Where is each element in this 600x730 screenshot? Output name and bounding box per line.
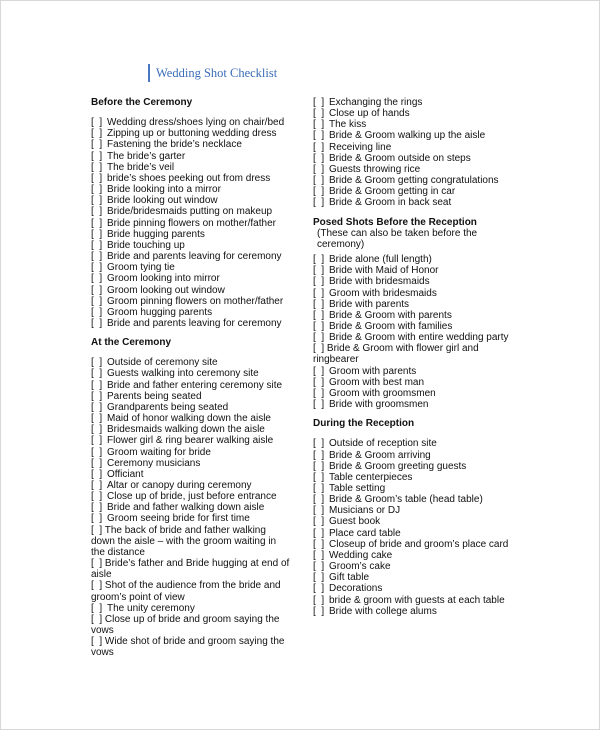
list-before-ceremony (91, 117, 291, 329)
checkbox[interactable]: [ ] (91, 480, 105, 491)
checklist-item-label: Bride & Groom in back seat (329, 197, 452, 209)
checkbox[interactable]: [ ] (91, 636, 105, 648)
checklist-item-label: Guests throwing rice (329, 163, 421, 175)
checkbox[interactable]: [ ] (91, 239, 105, 251)
document-title: Wedding Shot Checklist (156, 66, 278, 80)
checkbox[interactable]: [ ] (91, 558, 105, 570)
checkbox[interactable]: [ ] (313, 163, 327, 175)
checklist-item[interactable] (313, 310, 513, 321)
checklist-item[interactable] (313, 299, 513, 310)
section-heading-before-ceremony: Before the Ceremony (91, 97, 193, 108)
checklist-item-label: Bride & Groom with entire wedding party (329, 332, 509, 344)
checkbox[interactable]: [ ] (313, 449, 327, 461)
checkbox[interactable]: [ ] (313, 561, 327, 573)
checklist-item-label: Maid of honor walking down the aisle (107, 413, 271, 425)
checkbox[interactable]: [ ] (91, 128, 105, 140)
checklist-item-label: Bride looking into a mirror (107, 184, 221, 196)
checkbox[interactable]: [ ] (91, 424, 105, 436)
checklist-item[interactable] (313, 606, 513, 617)
checkbox[interactable]: [ ] (313, 265, 327, 277)
checklist-item-label: Wedding dress/shoes lying on chair/bed (107, 117, 285, 129)
checkbox[interactable]: [ ] (91, 524, 105, 536)
checklist-item-label: Bride & Groom outside on steps (329, 152, 471, 164)
checkbox[interactable]: [ ] (313, 494, 327, 506)
checkbox[interactable]: [ ] (91, 273, 105, 285)
checklist-item[interactable] (313, 265, 513, 276)
checklist-item-label: Bride and parents leaving for ceremony (107, 317, 282, 329)
checklist-item-label: Outside of ceremony site (107, 357, 218, 369)
checklist-item[interactable] (313, 142, 513, 153)
checklist-item-label: Guest book (329, 516, 381, 528)
checklist-item[interactable] (313, 550, 513, 561)
checkbox[interactable]: [ ] (91, 457, 105, 469)
checklist-item[interactable] (91, 391, 291, 402)
checklist-item-label: Receiving line (329, 141, 392, 153)
checklist-item-label: The kiss (329, 119, 367, 131)
checkbox[interactable]: [ ] (91, 357, 105, 369)
checkbox[interactable]: [ ] (313, 332, 327, 344)
checkbox[interactable]: [ ] (91, 368, 105, 380)
checklist-item[interactable] (91, 603, 291, 614)
checklist-item-label: Table centerpieces (329, 471, 413, 483)
checklist-item-label: Bride with Maid of Honor (329, 265, 439, 277)
checklist-item-label: Bride and father entering ceremony site (107, 379, 283, 391)
checklist-item[interactable] (313, 483, 513, 494)
checklist-item-label: bride’s shoes peeking out from dress (107, 172, 271, 184)
checklist-item-label: Bride & Groom arriving (329, 449, 431, 461)
checklist-item-label: Groom seeing bride for first time (107, 513, 250, 525)
checklist-item-label: Groom with best man (329, 376, 425, 388)
checklist-item-label: Bride with parents (329, 298, 410, 310)
checklist-item[interactable] (313, 254, 513, 265)
checkbox[interactable]: [ ] (313, 254, 327, 266)
checklist-item-label: Bride & Groom with parents (329, 309, 452, 321)
checkbox[interactable]: [ ] (91, 613, 105, 625)
checklist-item[interactable] (91, 491, 291, 502)
checklist-item[interactable] (91, 240, 291, 251)
checkbox[interactable]: [ ] (91, 195, 105, 207)
checklist-item[interactable] (313, 97, 513, 108)
checkbox[interactable]: [ ] (313, 527, 327, 539)
checklist-item-label: The bride’s veil (107, 161, 175, 173)
checklist-item[interactable] (91, 262, 291, 273)
checkbox[interactable]: [ ] (91, 228, 105, 240)
checklist-item[interactable] (91, 307, 291, 318)
checklist-item-label: Shot of the audience from the bride and groom’s point of view (91, 580, 281, 603)
checklist-item[interactable] (91, 380, 291, 391)
checkbox[interactable]: [ ] (91, 251, 105, 263)
checkbox[interactable]: [ ] (91, 139, 105, 151)
checklist-item-label: Bride hugging parents (107, 228, 205, 240)
checklist-item-label: Groom looking out window (107, 284, 225, 296)
checkbox[interactable]: [ ] (313, 130, 327, 142)
checkbox[interactable]: [ ] (91, 401, 105, 413)
checklist-item[interactable] (91, 558, 291, 580)
checkbox[interactable]: [ ] (313, 97, 327, 108)
checklist-item[interactable] (91, 413, 291, 424)
checklist-item-label: Bride & Groom greeting guests (329, 460, 467, 472)
checklist-item[interactable] (313, 528, 513, 539)
checklist-item[interactable] (313, 388, 513, 399)
checklist-item[interactable] (91, 447, 291, 458)
checkbox[interactable]: [ ] (313, 376, 327, 388)
checkbox[interactable]: [ ] (313, 175, 327, 187)
checkbox[interactable]: [ ] (313, 298, 327, 310)
checkbox[interactable]: [ ] (313, 605, 327, 617)
checklist-item-label: Bride & Groom walking up the aisle (329, 130, 486, 142)
checkbox[interactable]: [ ] (91, 379, 105, 391)
checkbox[interactable]: [ ] (313, 538, 327, 550)
checklist-item[interactable] (313, 505, 513, 516)
checklist-item-label: Bride and father walking down aisle (107, 502, 265, 514)
checklist-item[interactable] (313, 175, 513, 186)
checklist-item-label: Bride looking out window (107, 195, 218, 207)
checkbox[interactable]: [ ] (91, 435, 105, 447)
checkbox[interactable]: [ ] (91, 295, 105, 307)
checkbox[interactable]: [ ] (313, 287, 327, 299)
checklist-item[interactable] (313, 276, 513, 287)
checklist-item[interactable] (91, 206, 291, 217)
checklist-item-label: The unity ceremony (107, 602, 195, 614)
checklist-item[interactable] (91, 195, 291, 206)
checklist-item[interactable] (313, 366, 513, 377)
checkbox[interactable]: [ ] (91, 446, 105, 458)
checklist-item-label: Parents being seated (107, 390, 202, 402)
checkbox[interactable]: [ ] (313, 572, 327, 584)
checkbox[interactable]: [ ] (91, 468, 105, 480)
checklist-item[interactable] (91, 117, 291, 128)
checklist-item[interactable] (313, 494, 513, 505)
checklist-item[interactable] (91, 513, 291, 524)
checklist-item[interactable] (91, 458, 291, 469)
checkbox[interactable]: [ ] (313, 399, 327, 411)
checkbox[interactable]: [ ] (91, 262, 105, 274)
checkbox[interactable]: [ ] (91, 217, 105, 229)
checklist-item-label: Exchanging the rings (329, 97, 423, 108)
checklist-item[interactable] (91, 480, 291, 491)
checkbox[interactable]: [ ] (91, 117, 105, 129)
checkbox[interactable]: [ ] (313, 594, 327, 606)
checklist-item[interactable] (313, 164, 513, 175)
checklist-item[interactable] (313, 399, 513, 410)
checklist-item-label: Groom tying tie (107, 262, 175, 274)
checkbox[interactable]: [ ] (313, 549, 327, 561)
checkbox[interactable]: [ ] (313, 516, 327, 528)
checklist-item[interactable] (91, 580, 291, 602)
checkbox[interactable]: [ ] (313, 320, 327, 332)
checklist-item-label: Close up of bride and groom saying the vows (91, 613, 280, 637)
checklist-item-label: Fastening the bride’s necklace (107, 139, 242, 151)
checklist-item[interactable] (313, 461, 513, 472)
checklist-item[interactable] (313, 288, 513, 299)
checklist-item-label: Close up of hands (329, 108, 410, 120)
checklist-item-label: Officiant (107, 468, 144, 480)
checkbox[interactable]: [ ] (313, 309, 327, 321)
checklist-item[interactable] (91, 614, 291, 636)
checkbox[interactable]: [ ] (313, 152, 327, 164)
checkbox[interactable]: [ ] (313, 583, 327, 595)
checklist-item-label: Bridesmaids walking down the aisle (107, 424, 265, 436)
checklist-item-label: Wedding cake (329, 549, 393, 561)
checkbox[interactable]: [ ] (313, 505, 327, 517)
checkbox[interactable]: [ ] (91, 284, 105, 296)
checklist-item-label: Groom hugging parents (107, 306, 213, 318)
checkbox[interactable]: [ ] (91, 184, 105, 196)
checkbox[interactable]: [ ] (91, 317, 105, 329)
checklist-item-label: Bride & Groom’s table (head table) (329, 494, 483, 506)
checklist-item[interactable] (91, 357, 291, 368)
checklist-item[interactable] (91, 469, 291, 480)
checklist-item[interactable] (91, 128, 291, 139)
left-column (91, 97, 291, 659)
checklist-item[interactable] (91, 285, 291, 296)
checklist-item[interactable] (313, 539, 513, 550)
checkbox[interactable]: [ ] (313, 108, 327, 120)
checklist-item-label: Groom with bridesmaids (329, 287, 437, 299)
checklist-item-label: Bride touching up (107, 239, 185, 251)
checkbox[interactable]: [ ] (91, 602, 105, 614)
checklist-item-label: The bride’s garter (107, 150, 186, 162)
checkbox[interactable]: [ ] (91, 161, 105, 173)
checklist-item-label: Bride with college alums (329, 605, 437, 617)
title-block (148, 64, 277, 82)
checklist-item[interactable] (313, 108, 513, 119)
checklist-item[interactable] (91, 218, 291, 229)
checklist-item[interactable] (313, 583, 513, 594)
posed-shots-note: (These can also be taken before the ceremony) (317, 227, 478, 250)
checklist-item[interactable] (91, 296, 291, 307)
checklist-item[interactable] (313, 377, 513, 388)
checkbox[interactable]: [ ] (313, 343, 327, 355)
section-heading-at-ceremony: At the Ceremony (91, 337, 172, 349)
checkbox[interactable]: [ ] (91, 390, 105, 402)
checkbox[interactable]: [ ] (91, 306, 105, 318)
checklist-item[interactable] (91, 424, 291, 435)
checklist-item[interactable] (91, 173, 291, 184)
list-posed-shots (313, 254, 513, 410)
checkbox[interactable]: [ ] (313, 365, 327, 377)
checklist-item[interactable] (313, 119, 513, 130)
checklist-item-label: Bride pinning flowers on mother/father (107, 217, 276, 229)
checkbox[interactable]: [ ] (313, 119, 327, 131)
checklist-item-label: Groom waiting for bride (107, 446, 211, 458)
right-column (313, 97, 513, 617)
checkbox[interactable]: [ ] (91, 206, 105, 218)
checkbox[interactable]: [ ] (313, 197, 327, 209)
checkbox[interactable]: [ ] (313, 276, 327, 288)
checkbox[interactable]: [ ] (91, 502, 105, 514)
checklist-item[interactable] (313, 343, 513, 365)
checklist-item-label: Gift table (329, 572, 370, 584)
checklist-item-label: Bride alone (full length) (329, 254, 432, 266)
checklist-item-label: Bride & Groom getting in car (329, 186, 456, 198)
checklist-item-label: bride & groom with guests at each table (329, 594, 505, 606)
checklist-item[interactable] (313, 438, 513, 449)
checklist-item-label: The back of bride and father walking down the aisle – with the groom waiting in the distance (91, 524, 277, 558)
checklist-item[interactable] (313, 516, 513, 527)
checklist-item[interactable] (91, 139, 291, 150)
checklist-item-label: Groom’s cake (329, 561, 391, 573)
checklist-item[interactable] (91, 162, 291, 173)
checklist-item-label: Bride and parents leaving for ceremony (107, 251, 282, 263)
list-reception (313, 438, 513, 617)
checklist-item[interactable] (313, 197, 513, 208)
checkbox[interactable]: [ ] (91, 150, 105, 162)
checklist-item[interactable] (91, 151, 291, 162)
checklist-item[interactable] (91, 318, 291, 329)
checklist-item[interactable] (91, 251, 291, 262)
checklist-item-label: Groom with parents (329, 365, 417, 377)
checklist-item-label: Bride & Groom with families (329, 320, 453, 332)
checklist-item[interactable] (91, 525, 291, 558)
checkbox[interactable]: [ ] (313, 438, 327, 450)
checklist-item-label: Closeup of bride and groom’s place card (329, 538, 509, 550)
checklist-item[interactable] (91, 502, 291, 513)
checklist-item-label: Outside of reception site (329, 438, 437, 450)
checkbox[interactable]: [ ] (91, 580, 105, 592)
checkbox[interactable]: [ ] (313, 141, 327, 153)
checklist-item[interactable] (313, 472, 513, 483)
checklist-item[interactable] (91, 229, 291, 240)
checklist-item[interactable] (313, 130, 513, 141)
checkbox[interactable]: [ ] (313, 186, 327, 198)
checklist-item[interactable] (313, 450, 513, 461)
checklist-item-label: Bride/bridesmaids putting on makeup (107, 206, 273, 218)
checklist-item-label: Place card table (329, 527, 401, 539)
checklist-item-label: Table setting (329, 483, 386, 494)
checkbox[interactable]: [ ] (313, 483, 327, 494)
checklist-item-label: Groom looking into mirror (107, 273, 220, 285)
checklist-item-label: Flower girl & ring bearer walking aisle (107, 435, 274, 447)
checklist-item-label: Altar or canopy during ceremony (107, 480, 252, 491)
checklist-item[interactable] (313, 332, 513, 343)
checklist-item-label: Grandparents being seated (107, 401, 229, 413)
checklist-item-label: Guests walking into ceremony site (107, 368, 259, 380)
checklist-item[interactable] (313, 572, 513, 583)
checklist-item-label: Bride & Groom getting congratulations (329, 175, 499, 187)
checkbox[interactable]: [ ] (313, 460, 327, 472)
checklist-item-label: Groom pinning flowers on mother/father (107, 295, 284, 307)
checklist-item[interactable] (313, 186, 513, 197)
checklist-item-label: Bride’s father and Bride hugging at end of aisle (91, 558, 290, 581)
checklist-item-label: Decorations (329, 583, 383, 595)
checklist-item-label: Close up of bride, just before entrance (107, 491, 277, 503)
checklist-item[interactable] (91, 636, 291, 658)
checklist-item-label: Groom with groomsmen (329, 387, 436, 399)
checklist-item[interactable] (91, 273, 291, 284)
checkbox[interactable]: [ ] (313, 471, 327, 483)
checklist-item-label: Wide shot of bride and groom saying the vows (91, 636, 285, 659)
checklist-item-label: Musicians or DJ (329, 505, 401, 517)
checklist-item[interactable] (91, 402, 291, 413)
checklist-item-label: Bride with groomsmen (329, 399, 429, 411)
section-heading-posed-shots: Posed Shots Before the Reception (313, 216, 477, 228)
checkbox[interactable]: [ ] (91, 513, 105, 525)
list-at-ceremony (91, 357, 291, 658)
checklist-item[interactable] (313, 153, 513, 164)
checklist-item-label: Ceremony musicians (107, 457, 201, 469)
checklist-item[interactable] (91, 184, 291, 195)
checklist-item-label: Bride with bridesmaids (329, 276, 430, 288)
checklist-item[interactable] (313, 561, 513, 572)
checkbox[interactable]: [ ] (91, 491, 105, 503)
list-ceremony-continued (313, 97, 513, 209)
checkbox[interactable]: [ ] (91, 413, 105, 425)
checkbox[interactable]: [ ] (91, 172, 105, 184)
checklist-item-label: Zipping up or buttoning wedding dress (107, 128, 277, 140)
checklist-item[interactable] (91, 368, 291, 379)
checklist-item[interactable] (313, 321, 513, 332)
checklist-item[interactable] (91, 435, 291, 446)
checkbox[interactable]: [ ] (313, 387, 327, 399)
checklist-item-label: Bride & Groom with flower girl and ringbearer (313, 343, 479, 366)
checklist-item[interactable] (313, 595, 513, 606)
section-heading-reception: During the Reception (313, 418, 415, 430)
